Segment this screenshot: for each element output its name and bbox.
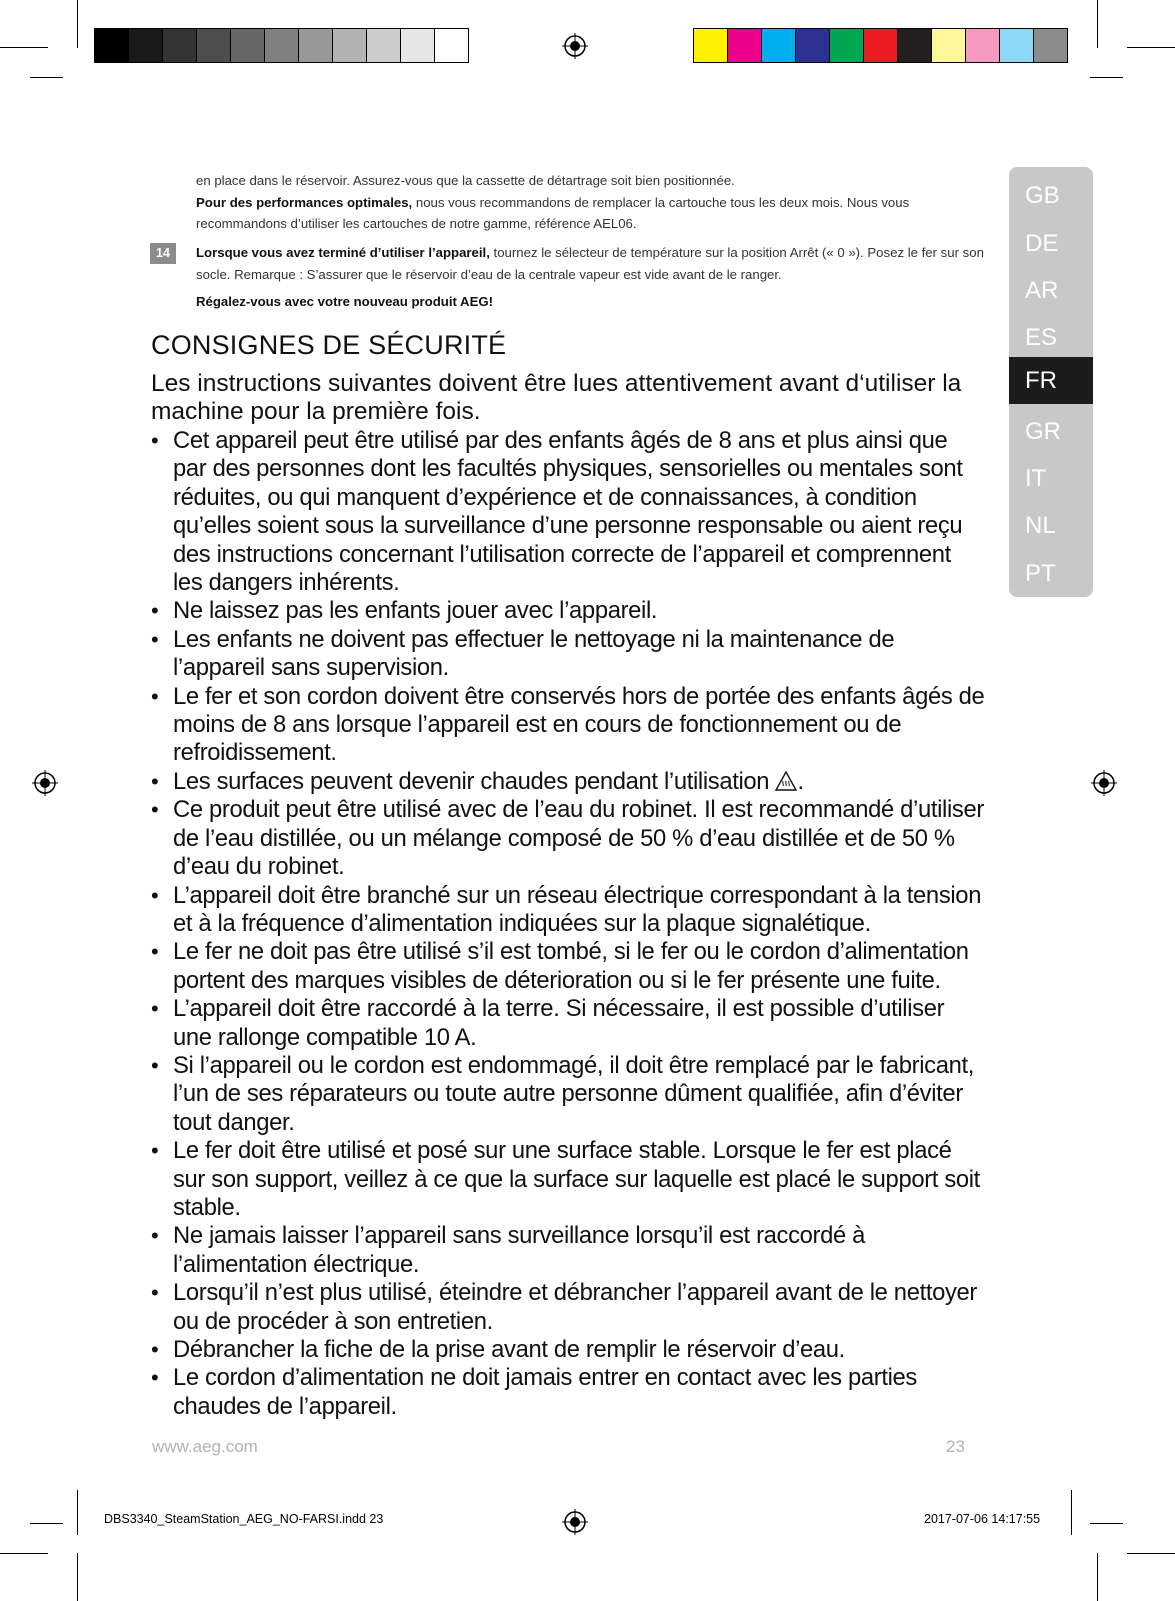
crop-mark <box>0 47 48 48</box>
step-14-body: tournez le sélecteur de température sur la position Arrêt (« 0 »). Posez le fer sur son socle. Remarque : S’assurer que le réservoir d’eau de la centrale vapeur est vide avant de le ranger. <box>196 245 984 282</box>
color-swatch <box>196 28 231 63</box>
footer-url: www.aeg.com <box>152 1437 258 1456</box>
safety-item <box>151 1279 986 1336</box>
safety-item-text: Ne jamais laisser l’appareil sans surveillance lorsqu’il est raccordé à l’alimentation électrique. <box>173 1222 866 1278</box>
page-number: 23 <box>946 1437 965 1456</box>
color-swatch <box>863 28 898 63</box>
safety-item-text: Ce produit peut être utilisé avec de l’eau du robinet. Il est recommandé d’utiliser de l’eau distillée, ou un mélange composé de 50 % d’eau distillée et de 50 % d’eau du robinet. <box>173 796 984 881</box>
safety-item-text: Ne laissez pas les enfants jouer avec l’appareil. <box>173 597 658 625</box>
intro-tip-text: nous vous recommandons de remplacer la cartouche tous les deux mois. Nous vous recommandons d’utiliser les cartouches de notre gamme, référence AEL06. <box>196 194 910 231</box>
intro-line: en place dans le réservoir. Assurez-vous que la cassette de détartrage soit bien positionnée. <box>196 173 735 188</box>
crop-mark <box>30 1523 63 1524</box>
crop-mark <box>77 1490 78 1535</box>
safety-item <box>151 938 986 995</box>
safety-item-text: L’appareil doit être raccordé à la terre. Si nécessaire, il est possible d’utiliser une rallonge compatible 10 A. <box>173 995 945 1051</box>
closing-line: Régalez-vous avec votre nouveau produit AEG! <box>196 294 494 309</box>
color-swatch <box>128 28 163 63</box>
step-14-text <box>196 242 996 286</box>
safety-item-text: Si l’appareil ou le cordon est endommagé, il doit être remplacé par le fabricant, l’un de ses réparateurs ou toute autre personne dûment qualifiée, afin d’éviter tout danger. <box>173 1051 975 1136</box>
color-swatch <box>434 28 469 63</box>
safety-item-suffix: . <box>797 767 804 795</box>
color-swatch <box>264 28 299 63</box>
hot-surface-warning-icon <box>775 771 797 791</box>
color-swatch <box>162 28 197 63</box>
color-swatch <box>761 28 796 63</box>
safety-item <box>151 1364 986 1421</box>
safety-list <box>151 427 986 1421</box>
slug-filename: DBS3340_SteamStation_AEG_NO-FARSI.indd 23 <box>104 1512 384 1526</box>
safety-subheading: Les instructions suivantes doivent être lues attentivement avant d‘utiliser la machine pour la première fois. <box>151 370 962 425</box>
color-swatch <box>795 28 830 63</box>
safety-item-text: Le fer doit être utilisé et posé sur une surface stable. Lorsque le fer est placé sur son support, veillez à ce que la surface sur laquelle est placé le support soit stable. <box>173 1137 980 1221</box>
step-number-badge: 14 <box>150 243 176 264</box>
grayscale-calibration-bar <box>94 28 468 63</box>
color-swatch <box>230 28 265 63</box>
registration-mark-icon <box>32 770 58 796</box>
language-tab-ar: AR <box>1025 277 1059 304</box>
crop-mark <box>77 0 78 48</box>
safety-item <box>151 683 986 768</box>
color-swatch <box>999 28 1034 63</box>
safety-item-text: Cet appareil peut être utilisé par des enfants âgés de 8 ans et plus ainsi que par des personnes dont les facultés physiques, sensorielles ou mentales sont réduites, ou qui manquent d’expérience et de connaissances, à condition qu’elles soient sous la surveillance d’une personne responsable ou aient reçu des instructions concernant l’utilisation correcte de l’appareil et comprennent les dangers inhérents. <box>173 427 963 597</box>
crop-mark <box>1097 0 1098 48</box>
registration-mark-icon <box>1091 770 1117 796</box>
slug-timestamp: 2017-07-06 14:17:55 <box>924 1512 1041 1526</box>
safety-item <box>151 597 986 625</box>
language-tab-gb: GB <box>1025 182 1060 209</box>
safety-item-text: Le fer ne doit pas être utilisé s’il est tombé, si le fer ou le cordon d’alimentation portent des marques visibles de déterioration ou si le fer présente une fuite. <box>173 938 969 994</box>
color-swatch <box>400 28 435 63</box>
language-tabs <box>1009 167 1093 597</box>
intro-tip <box>196 192 996 235</box>
language-tab-gr: GR <box>1025 418 1061 445</box>
color-swatch <box>94 28 129 63</box>
language-tab-pt: PT <box>1025 560 1056 587</box>
language-tab-de: DE <box>1025 230 1059 257</box>
safety-item-text: Débrancher la fiche de la prise avant de remplir le réservoir d’eau. <box>173 1336 845 1363</box>
color-swatch <box>298 28 333 63</box>
language-tab-nl: NL <box>1025 512 1056 539</box>
safety-item-text: Les surfaces peuvent devenir chaudes pendant l’utilisation <box>173 767 770 795</box>
safety-item <box>151 427 986 597</box>
color-swatch <box>897 28 932 63</box>
safety-item <box>151 995 986 1052</box>
safety-item <box>151 1222 986 1279</box>
crop-mark <box>1090 1523 1123 1524</box>
safety-item <box>151 1336 986 1364</box>
crop-mark <box>1097 1553 1098 1601</box>
color-swatch <box>366 28 401 63</box>
safety-heading: CONSIGNES DE SÉCURITÉ <box>151 330 507 360</box>
safety-item <box>151 796 986 881</box>
safety-item-text: Les enfants ne doivent pas effectuer le nettoyage ni la maintenance de l’appareil sans supervision. <box>173 625 895 682</box>
color-swatch <box>693 28 728 63</box>
safety-item <box>151 626 986 683</box>
safety-item <box>151 768 986 796</box>
safety-item <box>151 882 986 939</box>
language-tab-fr: FR <box>1009 357 1093 404</box>
crop-mark <box>0 1553 48 1554</box>
intro-paragraph <box>196 170 996 235</box>
crop-mark <box>1071 1490 1072 1535</box>
crop-mark <box>77 1553 78 1601</box>
safety-item <box>151 1137 986 1222</box>
step-14-bold: Lorsque vous avez terminé d’utiliser l’appareil, <box>196 245 490 260</box>
color-swatch <box>332 28 367 63</box>
language-tab-it: IT <box>1025 465 1047 492</box>
registration-mark-icon <box>562 33 588 59</box>
safety-item-text: Le cordon d’alimentation ne doit jamais entrer en contact avec les parties chaudes de l’appareil. <box>173 1364 917 1420</box>
color-swatch <box>1033 28 1068 63</box>
crop-mark <box>30 77 63 78</box>
safety-item-text: Le fer et son cordon doivent être conservés hors de portée des enfants âgés de moins de 8 ans lorsque l’appareil est en cours de fonctionnement ou de refroidissement. <box>173 682 985 767</box>
language-tab-es: ES <box>1025 324 1058 351</box>
color-swatch <box>965 28 1000 63</box>
registration-mark-icon <box>562 1509 588 1535</box>
color-swatch <box>727 28 762 63</box>
crop-mark <box>1127 1553 1175 1554</box>
intro-tip-bold: Pour des performances optimales, <box>196 194 413 210</box>
safety-item-text: L’appareil doit être branché sur un réseau électrique correspondant à la tension et à la fréquence d’alimentation indiquées sur la plaque signalétique. <box>173 881 982 937</box>
crop-mark <box>1127 47 1175 48</box>
safety-item-text: Lorsqu’il n’est plus utilisé, éteindre et débrancher l’appareil avant de le nettoyer ou de procéder à son entretien. <box>173 1279 977 1335</box>
color-swatch <box>829 28 864 63</box>
color-swatch <box>931 28 966 63</box>
color-calibration-bar <box>693 28 1067 63</box>
crop-mark <box>1090 77 1123 78</box>
safety-item <box>151 1052 986 1137</box>
